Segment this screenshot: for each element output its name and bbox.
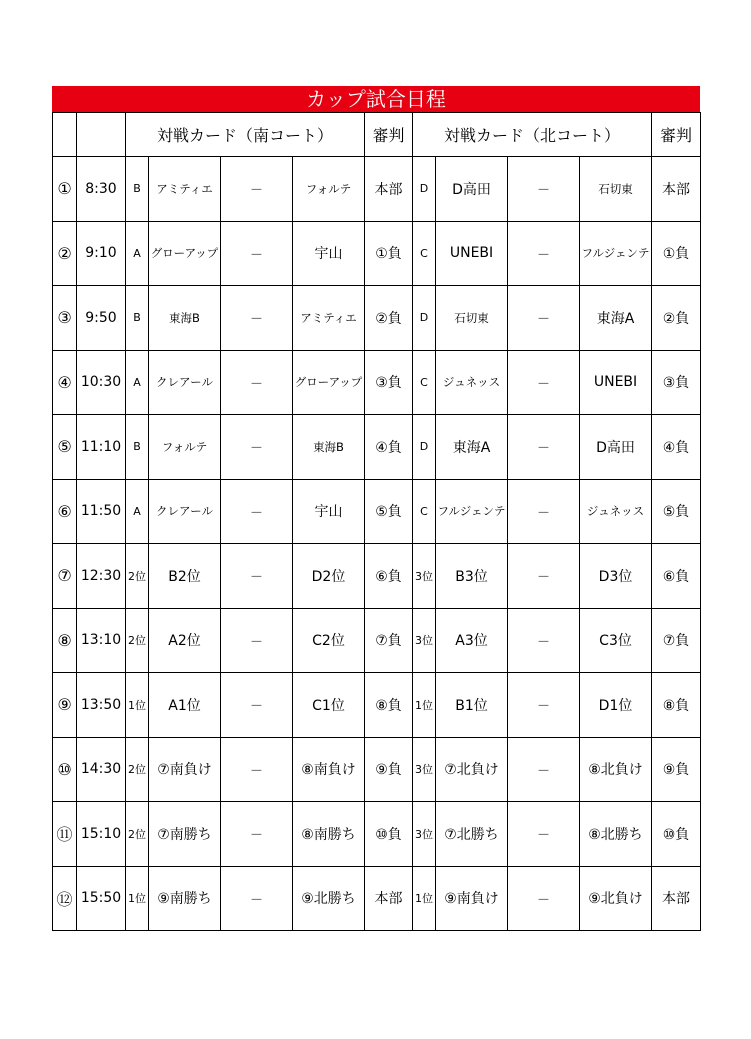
north-referee: ②負 <box>652 286 701 351</box>
north-team1: B3位 <box>436 544 508 609</box>
south-team1: 東海B <box>149 286 221 351</box>
match-number: ⑨ <box>53 673 77 738</box>
north-team1: ⑦北勝ち <box>436 802 508 867</box>
south-team1: ⑦南勝ち <box>149 802 221 867</box>
match-number: ⑤ <box>53 415 77 480</box>
south-team1: クレアール <box>149 350 221 415</box>
north-team2: D高田 <box>580 415 652 480</box>
north-vs: － <box>508 673 580 738</box>
north-team2: ジュネッス <box>580 479 652 544</box>
north-team2: 石切東 <box>580 157 652 222</box>
south-team2: アミティエ <box>293 286 365 351</box>
south-team2: 宇山 <box>293 221 365 286</box>
south-team1: アミティエ <box>149 157 221 222</box>
south-team2: 東海B <box>293 415 365 480</box>
north-team2: D1位 <box>580 673 652 738</box>
south-vs: － <box>221 544 293 609</box>
south-group: 1位 <box>126 866 149 931</box>
header-row <box>53 113 701 157</box>
south-vs: － <box>221 608 293 673</box>
table-row <box>53 608 701 673</box>
south-referee: ⑦負 <box>365 608 413 673</box>
south-vs: － <box>221 157 293 222</box>
table-row <box>53 737 701 802</box>
match-time: 12:30 <box>77 544 126 609</box>
north-team2: 東海A <box>580 286 652 351</box>
north-referee: ⑧負 <box>652 673 701 738</box>
table-row <box>53 157 701 222</box>
south-vs: － <box>221 415 293 480</box>
south-group: A <box>126 350 149 415</box>
south-team2: グローアップ <box>293 350 365 415</box>
match-time: 10:30 <box>77 350 126 415</box>
header-referee-south: 審判 <box>365 113 413 157</box>
south-team2: ⑨北勝ち <box>293 866 365 931</box>
header-blank-time <box>77 113 126 157</box>
north-group: 3位 <box>413 802 436 867</box>
match-time: 11:50 <box>77 479 126 544</box>
north-group: D <box>413 157 436 222</box>
match-time: 13:10 <box>77 608 126 673</box>
north-group: 1位 <box>413 866 436 931</box>
south-team1: A1位 <box>149 673 221 738</box>
table-row <box>53 866 701 931</box>
south-team1: グローアップ <box>149 221 221 286</box>
north-vs: － <box>508 608 580 673</box>
north-team2: ⑨北負け <box>580 866 652 931</box>
south-team1: A2位 <box>149 608 221 673</box>
south-referee: 本部 <box>365 157 413 222</box>
table-row <box>53 479 701 544</box>
north-team2: C3位 <box>580 608 652 673</box>
south-team1: B2位 <box>149 544 221 609</box>
south-referee: ⑤負 <box>365 479 413 544</box>
south-referee: ①負 <box>365 221 413 286</box>
south-group: 2位 <box>126 608 149 673</box>
north-vs: － <box>508 286 580 351</box>
north-referee: ⑨負 <box>652 737 701 802</box>
page-title: カップ試合日程 <box>52 86 700 112</box>
north-vs: － <box>508 737 580 802</box>
south-group: 2位 <box>126 544 149 609</box>
south-vs: － <box>221 802 293 867</box>
south-referee: ③負 <box>365 350 413 415</box>
match-time: 14:30 <box>77 737 126 802</box>
south-referee: 本部 <box>365 866 413 931</box>
south-vs: － <box>221 737 293 802</box>
match-time: 8:30 <box>77 157 126 222</box>
north-vs: － <box>508 415 580 480</box>
north-group: 1位 <box>413 673 436 738</box>
north-group: D <box>413 415 436 480</box>
match-number: ⑥ <box>53 479 77 544</box>
north-vs: － <box>508 802 580 867</box>
match-number: ⑫ <box>53 866 77 931</box>
match-number: ④ <box>53 350 77 415</box>
table-row <box>53 350 701 415</box>
north-team1: 東海A <box>436 415 508 480</box>
south-vs: － <box>221 221 293 286</box>
south-vs: － <box>221 479 293 544</box>
south-team1: ⑦南負け <box>149 737 221 802</box>
north-group: 3位 <box>413 608 436 673</box>
north-team2: フルジェンテ <box>580 221 652 286</box>
south-group: A <box>126 479 149 544</box>
table-row <box>53 221 701 286</box>
north-referee: 本部 <box>652 866 701 931</box>
north-vs: － <box>508 479 580 544</box>
south-team2: ⑧南勝ち <box>293 802 365 867</box>
north-team1: UNEBI <box>436 221 508 286</box>
south-group: B <box>126 286 149 351</box>
north-referee: ④負 <box>652 415 701 480</box>
header-referee-north: 審判 <box>652 113 701 157</box>
match-time: 11:10 <box>77 415 126 480</box>
south-group: 1位 <box>126 673 149 738</box>
south-team2: ⑧南負け <box>293 737 365 802</box>
match-number: ⑧ <box>53 608 77 673</box>
table-row <box>53 673 701 738</box>
north-vs: － <box>508 544 580 609</box>
south-team1: クレアール <box>149 479 221 544</box>
north-group: 3位 <box>413 544 436 609</box>
north-team1: ジュネッス <box>436 350 508 415</box>
south-vs: － <box>221 350 293 415</box>
north-vs: － <box>508 350 580 415</box>
south-group: 2位 <box>126 802 149 867</box>
north-vs: － <box>508 157 580 222</box>
north-referee: ⑥負 <box>652 544 701 609</box>
north-referee: ⑦負 <box>652 608 701 673</box>
north-team1: D高田 <box>436 157 508 222</box>
north-referee: ⑤負 <box>652 479 701 544</box>
north-team2: D3位 <box>580 544 652 609</box>
match-number: ② <box>53 221 77 286</box>
north-team2: ⑧北負け <box>580 737 652 802</box>
match-number: ⑪ <box>53 802 77 867</box>
south-group: B <box>126 157 149 222</box>
north-referee: ⑩負 <box>652 802 701 867</box>
schedule-table <box>52 112 701 931</box>
table-row <box>53 286 701 351</box>
south-group: B <box>126 415 149 480</box>
north-group: C <box>413 350 436 415</box>
match-number: ① <box>53 157 77 222</box>
north-referee: ③負 <box>652 350 701 415</box>
table-row <box>53 544 701 609</box>
table-row <box>53 415 701 480</box>
north-team1: B1位 <box>436 673 508 738</box>
south-referee: ⑩負 <box>365 802 413 867</box>
south-referee: ⑥負 <box>365 544 413 609</box>
north-group: 3位 <box>413 737 436 802</box>
south-vs: － <box>221 673 293 738</box>
south-group: 2位 <box>126 737 149 802</box>
match-time: 15:50 <box>77 866 126 931</box>
south-team2: 宇山 <box>293 479 365 544</box>
match-number: ⑩ <box>53 737 77 802</box>
north-vs: － <box>508 866 580 931</box>
match-time: 9:10 <box>77 221 126 286</box>
match-time: 15:10 <box>77 802 126 867</box>
north-team1: ⑦北負け <box>436 737 508 802</box>
south-group: A <box>126 221 149 286</box>
match-time: 13:50 <box>77 673 126 738</box>
north-team1: ⑨南負け <box>436 866 508 931</box>
north-referee: ①負 <box>652 221 701 286</box>
south-team1: フォルテ <box>149 415 221 480</box>
south-team1: ⑨南勝ち <box>149 866 221 931</box>
south-team2: C2位 <box>293 608 365 673</box>
north-group: C <box>413 221 436 286</box>
north-team1: 石切東 <box>436 286 508 351</box>
south-vs: － <box>221 866 293 931</box>
north-group: C <box>413 479 436 544</box>
south-referee: ⑧負 <box>365 673 413 738</box>
south-referee: ⑨負 <box>365 737 413 802</box>
south-referee: ②負 <box>365 286 413 351</box>
match-number: ⑦ <box>53 544 77 609</box>
north-team1: A3位 <box>436 608 508 673</box>
table-row <box>53 802 701 867</box>
match-number: ③ <box>53 286 77 351</box>
header-north-card: 対戦カード（北コート） <box>413 113 652 157</box>
header-blank-num <box>53 113 77 157</box>
north-group: D <box>413 286 436 351</box>
south-team2: C1位 <box>293 673 365 738</box>
match-time: 9:50 <box>77 286 126 351</box>
north-team1: フルジェンテ <box>436 479 508 544</box>
south-vs: － <box>221 286 293 351</box>
north-referee: 本部 <box>652 157 701 222</box>
south-referee: ④負 <box>365 415 413 480</box>
south-team2: フォルテ <box>293 157 365 222</box>
header-south-card: 対戦カード（南コート） <box>126 113 365 157</box>
south-team2: D2位 <box>293 544 365 609</box>
north-team2: UNEBI <box>580 350 652 415</box>
north-vs: － <box>508 221 580 286</box>
north-team2: ⑧北勝ち <box>580 802 652 867</box>
